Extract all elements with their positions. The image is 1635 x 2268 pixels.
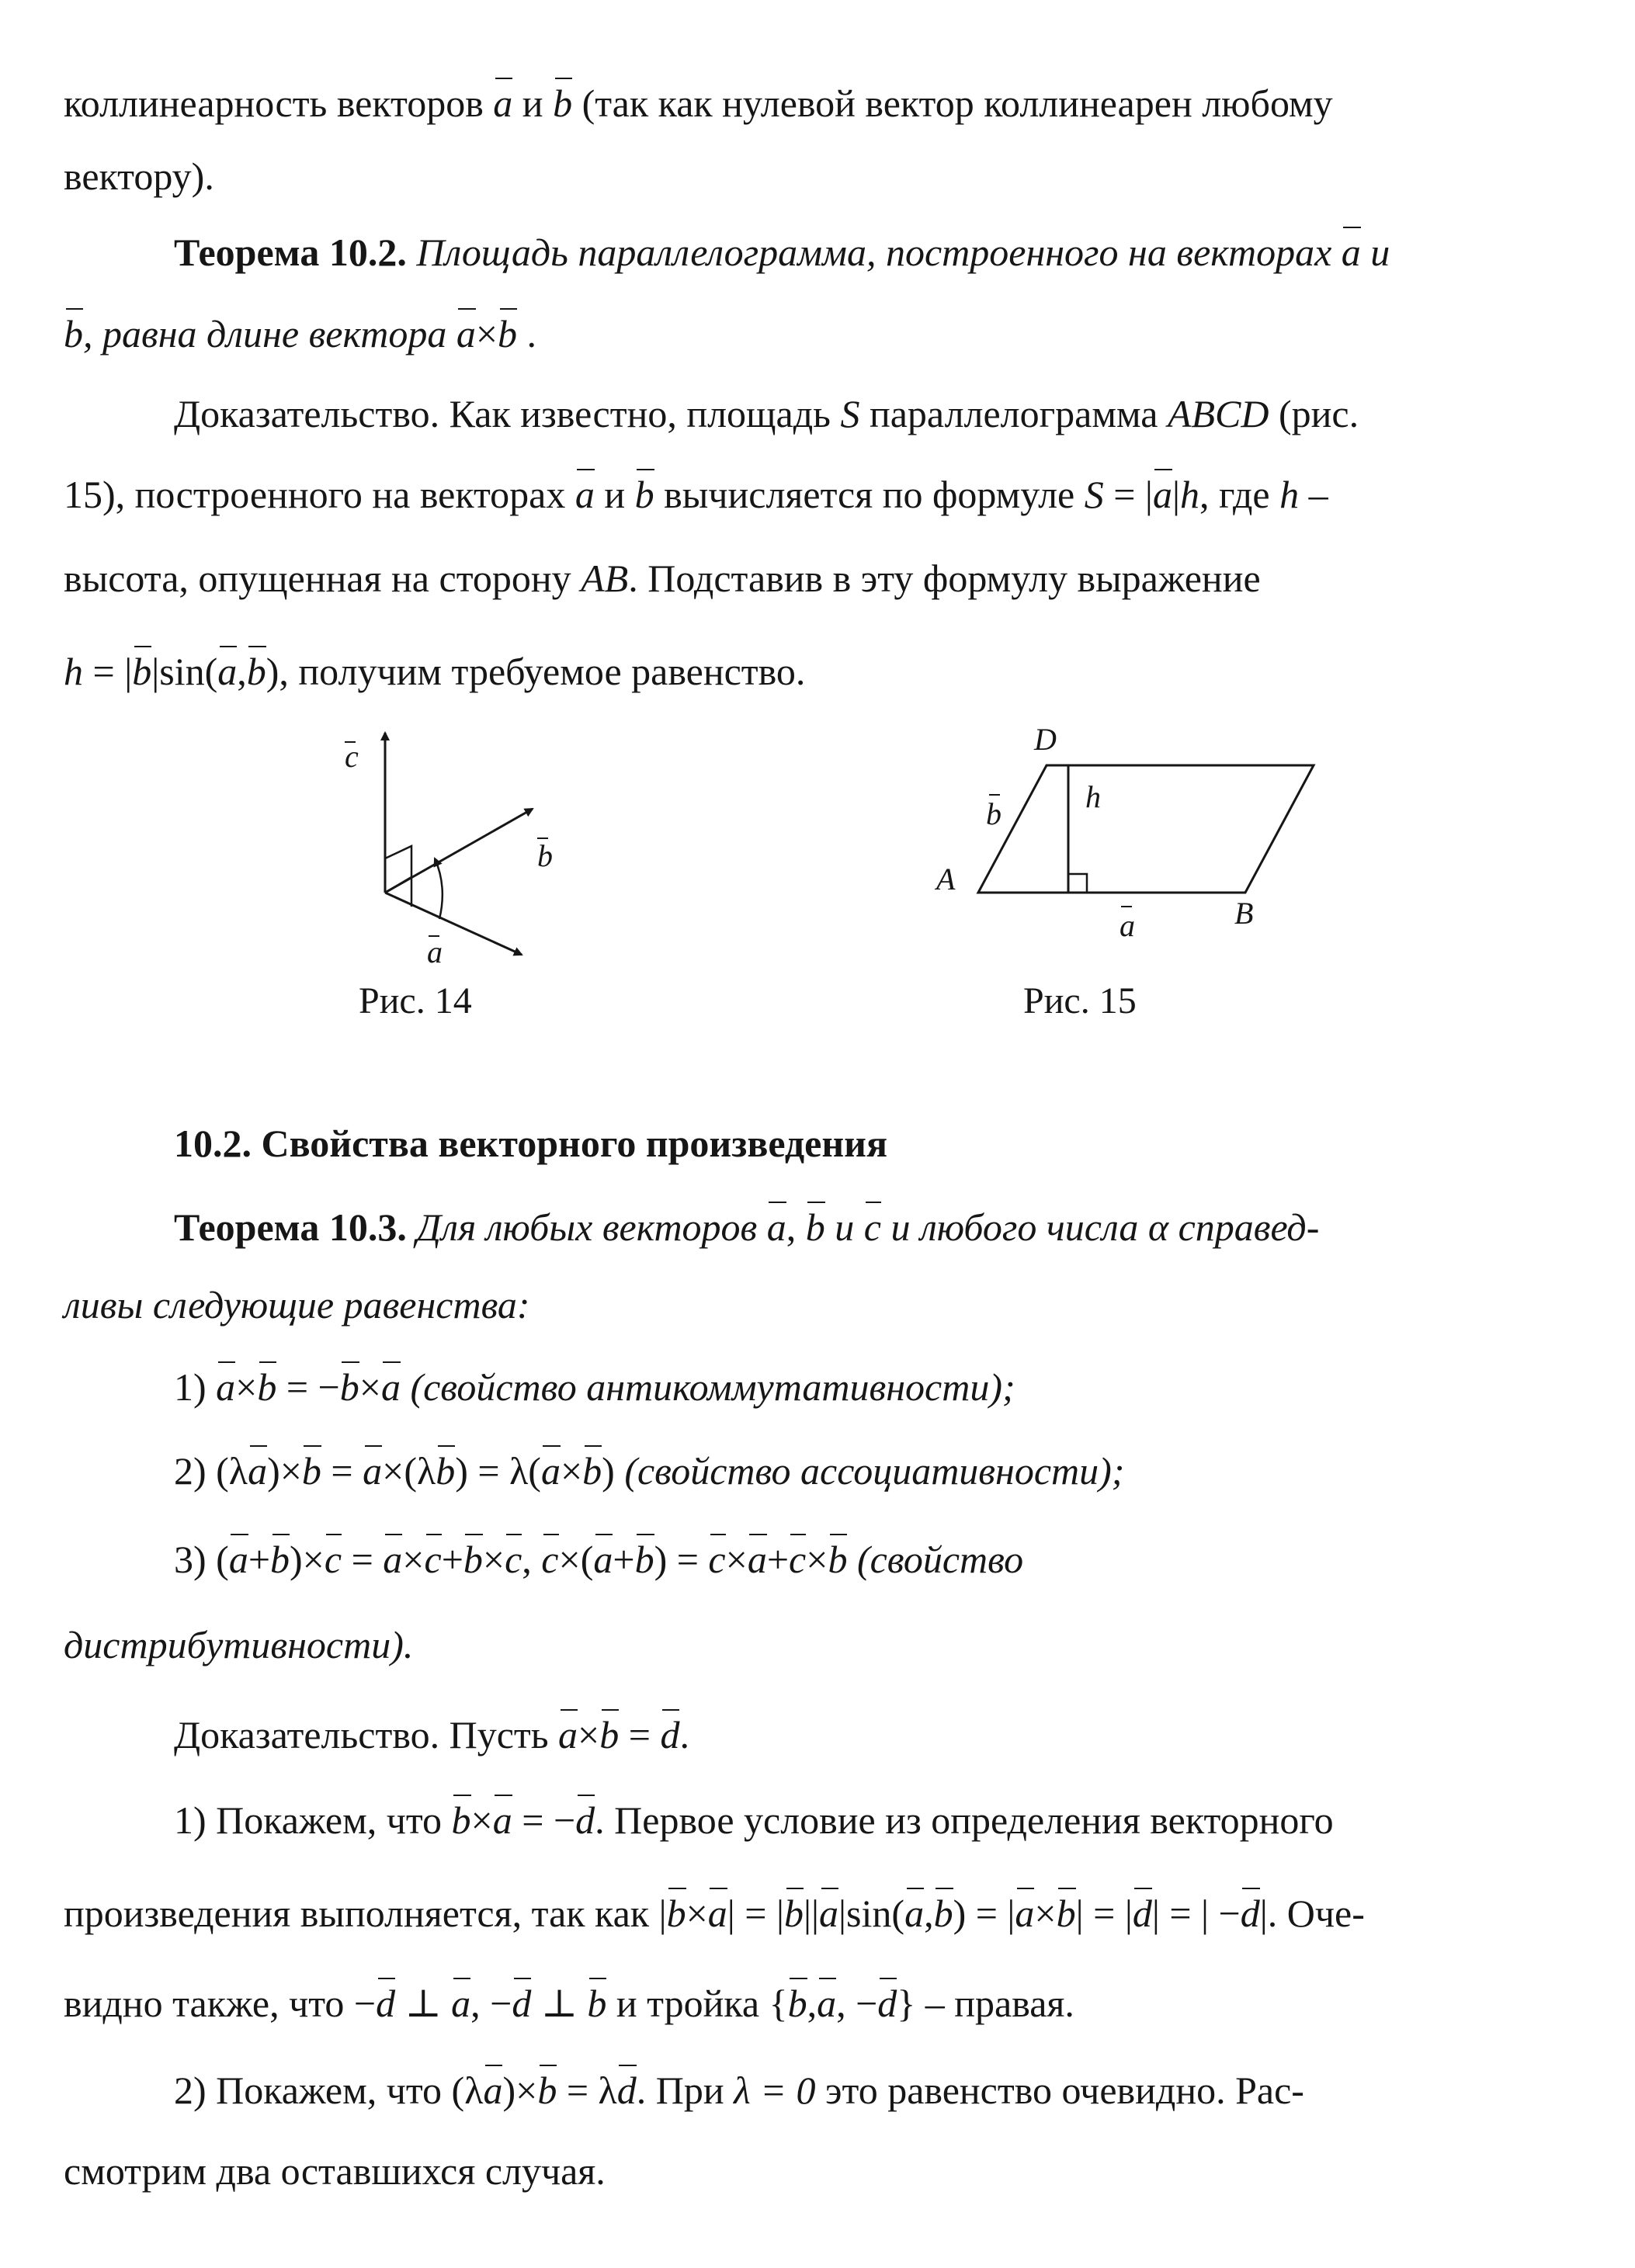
text-line: коллинеарность векторов a и b (так как нулевой вектор коллинеарен любому: [64, 81, 1333, 125]
label-D: D: [1034, 722, 1057, 757]
step-2: 2) Покажем, что (λa)×b = λd. При λ = 0 это равенство очевидно. Рас-: [174, 2069, 1304, 2112]
property-3: 3) (a+b)×c = a×c+b×c, c×(a+b) = c×a+c×b (свойство: [174, 1538, 1024, 1581]
vector-a-arrow: [385, 893, 522, 955]
proof-10-3: Доказательство. Пусть a×b = d.: [174, 1713, 689, 1756]
theorem-10-3-cont: ливы следующие равенства:: [64, 1283, 530, 1326]
step-1-line3: видно также, что −d ⊥ a, −d ⊥ b и тройка {b,a, −d} – правая.: [64, 1982, 1074, 2025]
label-A: A: [936, 862, 956, 896]
label-B: B: [1234, 896, 1254, 931]
figure-15: [916, 714, 1366, 955]
theorem-label: Теорема 10.2.: [174, 231, 407, 274]
figure-14: [311, 714, 621, 970]
proof-10-2-line3: высота, опущенная на сторону AB. Подставив в эту формулу выражение: [64, 557, 1261, 600]
right-angle-mark: [1068, 874, 1087, 893]
label-b: b: [537, 838, 553, 873]
step-1-line2: произведения выполняется, так как |b×a| = |b||a|sin(a,b) = |a×b| = |d| = | −d|. Оче-: [64, 1892, 1365, 1935]
property-3-cont: дистрибутивности).: [64, 1623, 414, 1666]
parallelogram-abcd: [978, 765, 1314, 893]
property-2: 2) (λa)×b = a×(λb) = λ(a×b) (свойство ассоциативности);: [174, 1449, 1125, 1493]
property-1: 1) a×b = −b×a (свойство антикоммутативности);: [174, 1365, 1015, 1409]
text-line: вектору).: [64, 154, 214, 198]
section-heading: 10.2. Свойства векторного произведения: [174, 1122, 888, 1165]
right-angle-mark: [385, 846, 411, 893]
proof-10-2: Доказательство. Как известно, площадь S параллелограмма ABCD (рис.: [174, 392, 1359, 435]
figure-14-caption: Рис. 14: [359, 980, 472, 1021]
proof-10-2-line4: h = |b|sin(a,b), получим требуемое равенство.: [64, 650, 806, 693]
step-2-line2: смотрим два оставшихся случая.: [64, 2149, 606, 2193]
proof-10-2-line2: 15), построенного на векторах a и b вычисляется по формуле S = |a|h, где h –: [64, 473, 1328, 516]
label-h: h: [1085, 779, 1101, 814]
label-a: a: [1120, 908, 1135, 943]
theorem-10-2: Теорема 10.2. Площадь параллелограмма, построенного на векторах a и: [174, 231, 1390, 274]
theorem-10-2-cont: b, равна длине вектора a×b .: [64, 312, 537, 355]
label-a: a: [427, 935, 443, 969]
vector-b: b: [553, 81, 573, 125]
label-c: c: [345, 739, 359, 774]
label-b: b: [986, 796, 1001, 831]
vector-a: a: [493, 81, 513, 125]
step-1: 1) Покажем, что b×a = −d. Первое условие из определения векторного: [174, 1798, 1334, 1842]
figure-15-caption: Рис. 15: [1023, 980, 1137, 1021]
theorem-10-3: Теорема 10.3. Для любых векторов a, b и c и любого числа α справед-: [174, 1205, 1320, 1249]
rotation-arc: [435, 858, 443, 919]
